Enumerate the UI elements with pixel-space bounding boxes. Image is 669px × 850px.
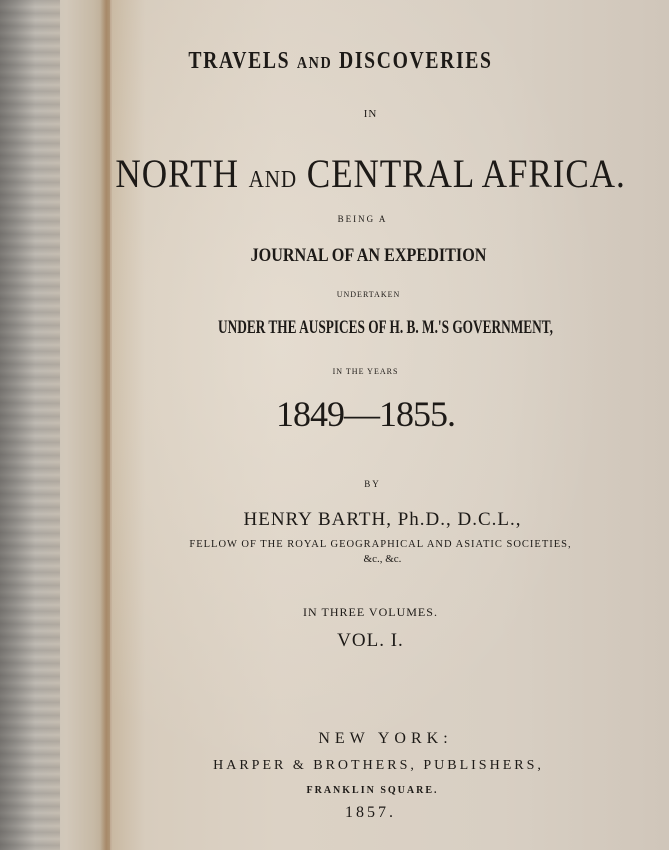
title-word-travels: TRAVELS	[188, 48, 291, 74]
main-title-north: NORTH	[115, 151, 239, 196]
author-degree-dcl: D.C.L.,	[457, 509, 522, 530]
etc-line: &c., &c.	[363, 553, 402, 565]
publisher-address: FRANKLIN SQUARE.	[306, 785, 439, 796]
volume-number: VOL. I.	[337, 630, 404, 651]
title-word-discoveries: DISCOVERIES	[338, 48, 493, 74]
publisher-city: NEW YORK:	[318, 730, 453, 747]
volumes-line: IN THREE VOLUMES.	[303, 605, 438, 619]
publisher-name: HARPER & BROTHERS, PUBLISHERS,	[213, 758, 544, 773]
auspices-line: UNDER THE AUSPICES OF H. B. M.'S GOVERNMENT,	[218, 317, 553, 338]
fellow-line: FELLOW OF THE ROYAL GEOGRAPHICAL AND ASIATIC SOCIETIES,	[189, 539, 572, 550]
by: BY	[364, 479, 381, 489]
main-title-africa: CENTRAL AFRICA.	[306, 151, 626, 196]
title-word-and: AND	[296, 53, 333, 72]
title-line-travels	[112, 48, 569, 75]
author-line	[104, 509, 661, 531]
journal-line: JOURNAL OF AN EXPEDITION	[250, 245, 487, 266]
author-degree-phd: Ph.D.,	[397, 509, 452, 530]
title-in: IN	[363, 108, 378, 120]
page-stain	[0, 0, 60, 850]
years-range: 1849—1855.	[276, 394, 455, 434]
being-a: BEING A	[337, 214, 388, 224]
title-page	[112, 0, 669, 850]
main-title	[115, 150, 626, 197]
main-title-and: AND	[248, 167, 298, 193]
in-the-years: IN THE YEARS	[332, 367, 399, 376]
publication-year: 1857.	[345, 804, 396, 821]
undertaken: UNDERTAKEN	[336, 290, 401, 299]
author-name: HENRY BARTH,	[243, 509, 392, 530]
